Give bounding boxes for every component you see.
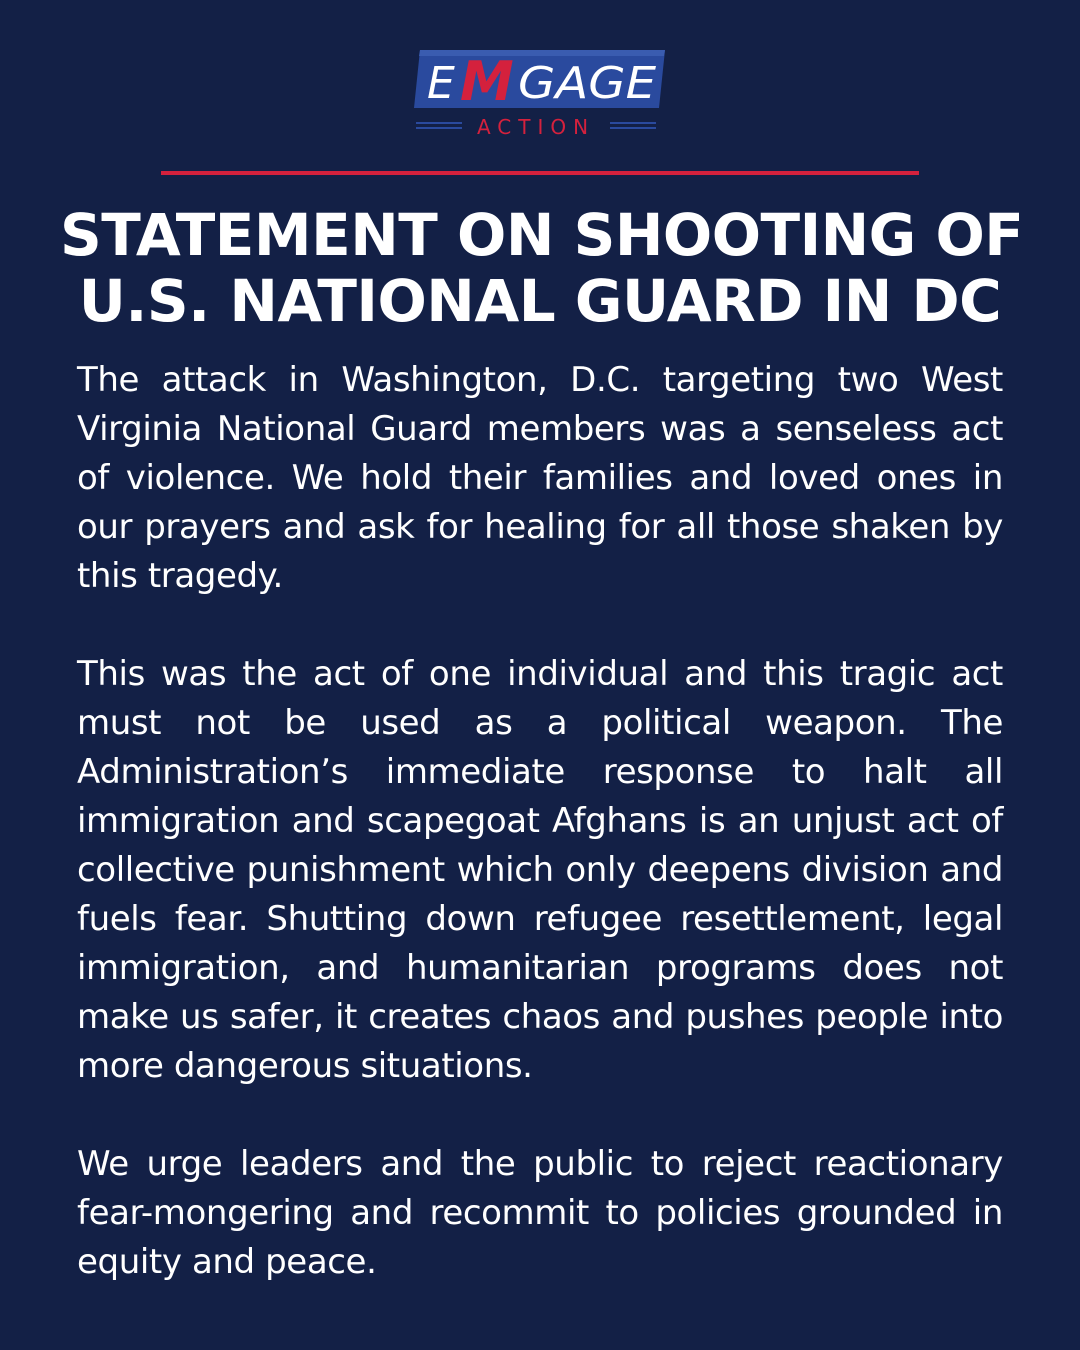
paragraph-2: This was the act of one individual and this tragic act must not be used as a political weapon. The Administration’s immediate response to halt all immigration and scapegoat Afghans is an unjust act of collective punishment which only deepens division and fuels fear. Shutting down refugee resettlement, legal immigration, and humanitarian programs does not make us safer, it creates chaos and pushes people into more dangerous situations. [77,654,1003,1086]
statement-body [77,356,1003,1287]
logo-subtitle: ACTION [476,115,596,139]
title-line-2: U.S. NATIONAL GUARD IN DC [78,267,1002,335]
logo-graphic [414,48,666,140]
statement-title [60,201,1024,335]
header-divider [161,171,919,175]
logo-box-highlight [419,50,665,56]
emgage-action-logo [414,48,666,140]
logo-letter-m: M [460,50,514,113]
logo-letter-e: E [427,58,455,109]
paragraph-1: The attack in Washington, D.C. targeting two West Virginia National Guard members was a senseless act of violence. We hold their families and loved ones in our prayers and ask for healing for all those shaken by this tragedy. [77,360,1003,596]
paragraph-3: We urge leaders and the public to reject reactionary fear-mongering and recommit to policies grounded in equity and peace. [77,1144,1003,1282]
title-line-1: STATEMENT ON SHOOTING OF [60,201,1024,269]
logo-word-gage: GAGE [518,58,657,109]
